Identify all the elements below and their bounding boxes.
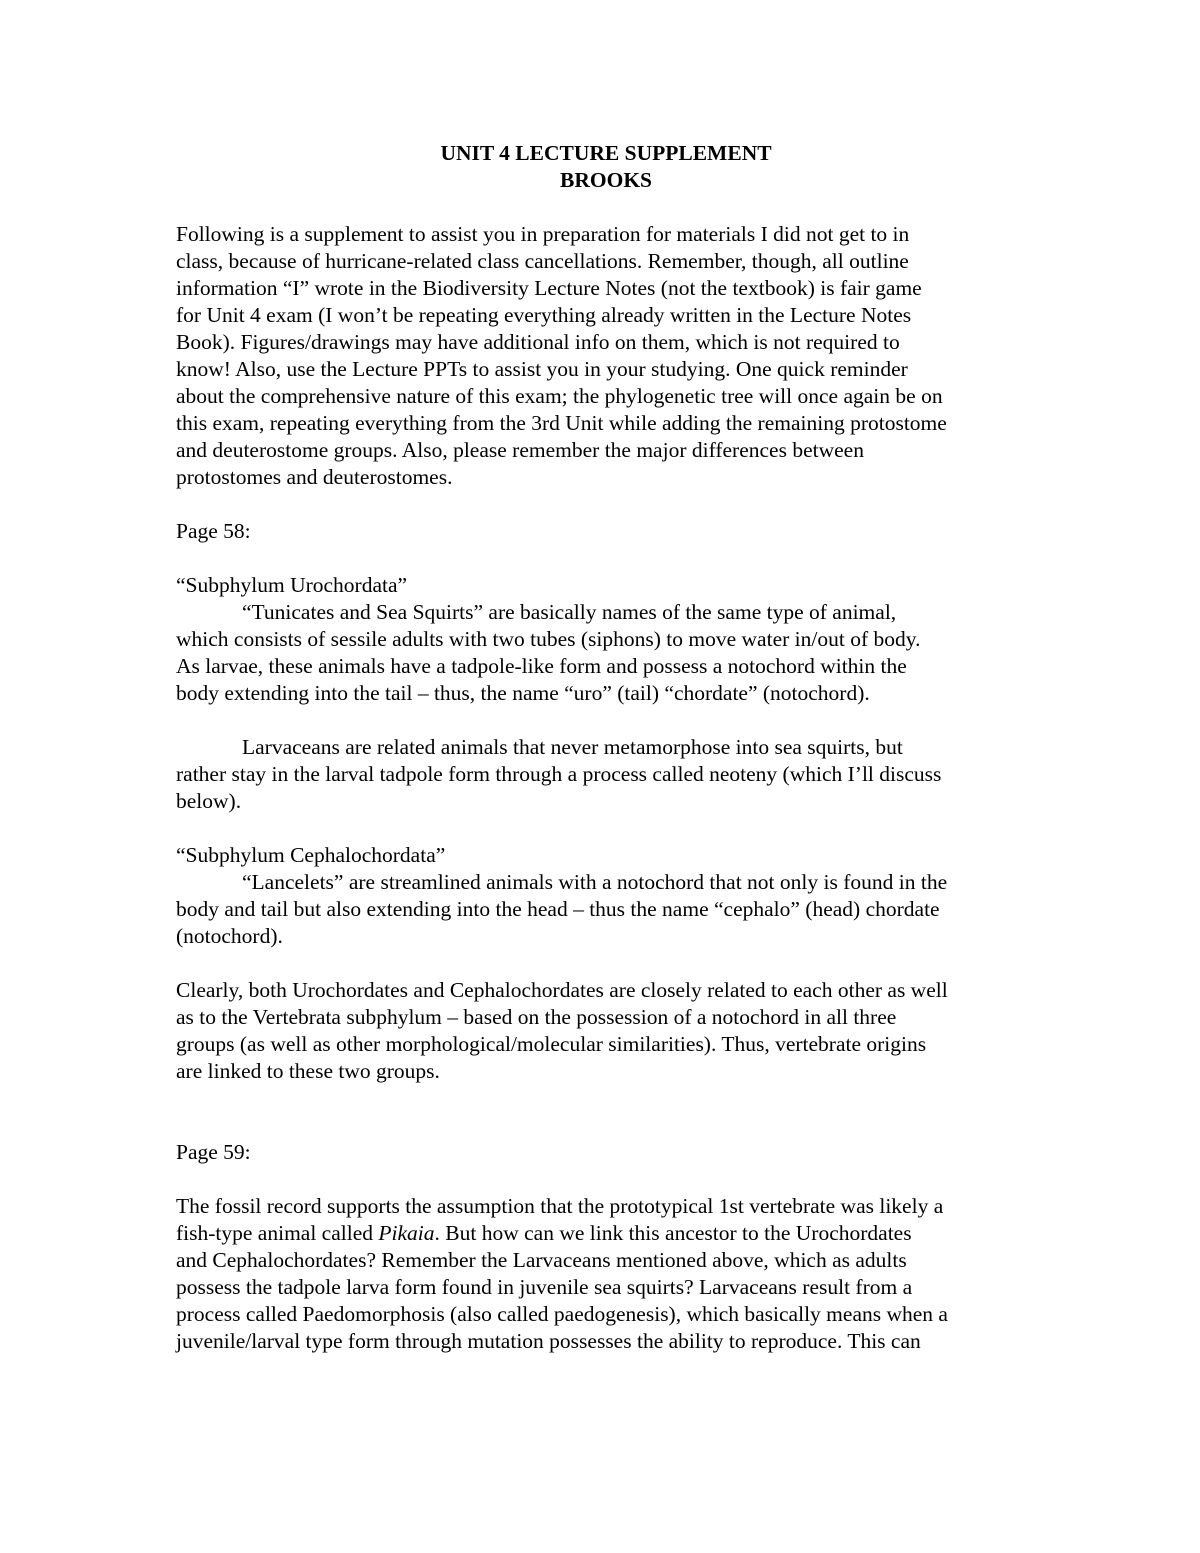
intro-paragraph — [176, 221, 1036, 491]
subheading-urochordata: “Subphylum Urochordata” — [176, 573, 408, 597]
spacer — [176, 545, 1036, 572]
text-line: which consists of sessile adults with two tubes (siphons) to move water in/out of body. — [176, 627, 921, 651]
text-line: process called Paedomorphosis (also called paedogenesis), which basically means when a — [176, 1302, 948, 1326]
text-line: and deuterostome groups. Also, please remember the major differences between — [176, 438, 864, 462]
text-line: class, because of hurricane-related class cancellations. Remember, though, all outline — [176, 249, 909, 273]
text-line: groups (as well as other morphological/molecular similarities). Thus, vertebrate origins — [176, 1032, 927, 1056]
text-line: juvenile/larval type form through mutation possesses the ability to reproduce. This can — [176, 1329, 921, 1353]
text-line: The fossil record supports the assumption that the prototypical 1st vertebrate was likely a — [176, 1194, 944, 1218]
spacer — [176, 1166, 1036, 1193]
text-line: for Unit 4 exam (I won’t be repeating everything already written in the Lecture Notes — [176, 303, 912, 327]
section-heading-page59: Page 59: — [176, 1140, 251, 1164]
document-author: BROOKS — [560, 168, 652, 192]
italic-term-pikaia: Pikaia — [378, 1221, 435, 1245]
text-line: protostomes and deuterostomes. — [176, 465, 453, 489]
document-body — [176, 140, 1036, 1355]
text-line: Clearly, both Urochordates and Cephalochordates are closely related to each other as well — [176, 978, 948, 1002]
spacer — [176, 950, 1036, 977]
text-line: (notochord). — [176, 924, 283, 948]
urochordata-paragraph — [176, 599, 1036, 707]
text-line: body extending into the tail – thus, the name “uro” (tail) “chordate” (notochord). — [176, 681, 870, 705]
spacer — [176, 194, 1036, 221]
spacer — [176, 815, 1036, 842]
cephalochordata-paragraph — [176, 869, 1036, 950]
larvaceans-paragraph — [176, 734, 1036, 815]
spacer — [176, 491, 1036, 518]
text-line: Larvaceans are related animals that never metamorphose into sea squirts, but — [242, 735, 903, 759]
text-line: as to the Vertebrata subphylum – based on the possession of a notochord in all three — [176, 1005, 897, 1029]
text-line — [176, 1220, 1036, 1247]
subheading-cephalochordata: “Subphylum Cephalochordata” — [176, 843, 446, 867]
text-line: Book). Figures/drawings may have additional info on them, which is not required to — [176, 330, 900, 354]
text-line: rather stay in the larval tadpole form through a process called neoteny (which I’ll discuss — [176, 762, 942, 786]
text-fragment: . But how can we link this ancestor to the Urochordates — [434, 1221, 912, 1245]
text-line: and Cephalochordates? Remember the Larvaceans mentioned above, which as adults — [176, 1248, 907, 1272]
text-line: Following is a supplement to assist you in preparation for materials I did not get to in — [176, 222, 910, 246]
spacer — [176, 1112, 1036, 1139]
text-line: are linked to these two groups. — [176, 1059, 440, 1083]
text-line: “Tunicates and Sea Squirts” are basically names of the same type of animal, — [242, 600, 897, 624]
section-heading-page58: Page 58: — [176, 519, 251, 543]
text-line: “Lancelets” are streamlined animals with a notochord that not only is found in the — [242, 870, 948, 894]
fossil-record-paragraph — [176, 1193, 1036, 1355]
clearly-paragraph — [176, 977, 1036, 1085]
text-fragment: fish-type animal called — [176, 1221, 379, 1245]
text-line: information “I” wrote in the Biodiversity Lecture Notes (not the textbook) is fair game — [176, 276, 922, 300]
text-line: below). — [176, 789, 242, 813]
text-line: As larvae, these animals have a tadpole-like form and possess a notochord within the — [176, 654, 907, 678]
document-title: UNIT 4 LECTURE SUPPLEMENT — [440, 141, 772, 165]
spacer — [176, 1085, 1036, 1112]
text-line: body and tail but also extending into the head – thus the name “cephalo” (head) chordate — [176, 897, 940, 921]
spacer — [176, 707, 1036, 734]
text-line: know! Also, use the Lecture PPTs to assist you in your studying. One quick reminder — [176, 357, 908, 381]
text-line: about the comprehensive nature of this exam; the phylogenetic tree will once again be on — [176, 384, 943, 408]
text-line: this exam, repeating everything from the 3rd Unit while adding the remaining protostome — [176, 411, 947, 435]
text-line: possess the tadpole larva form found in juvenile sea squirts? Larvaceans result from a — [176, 1275, 913, 1299]
